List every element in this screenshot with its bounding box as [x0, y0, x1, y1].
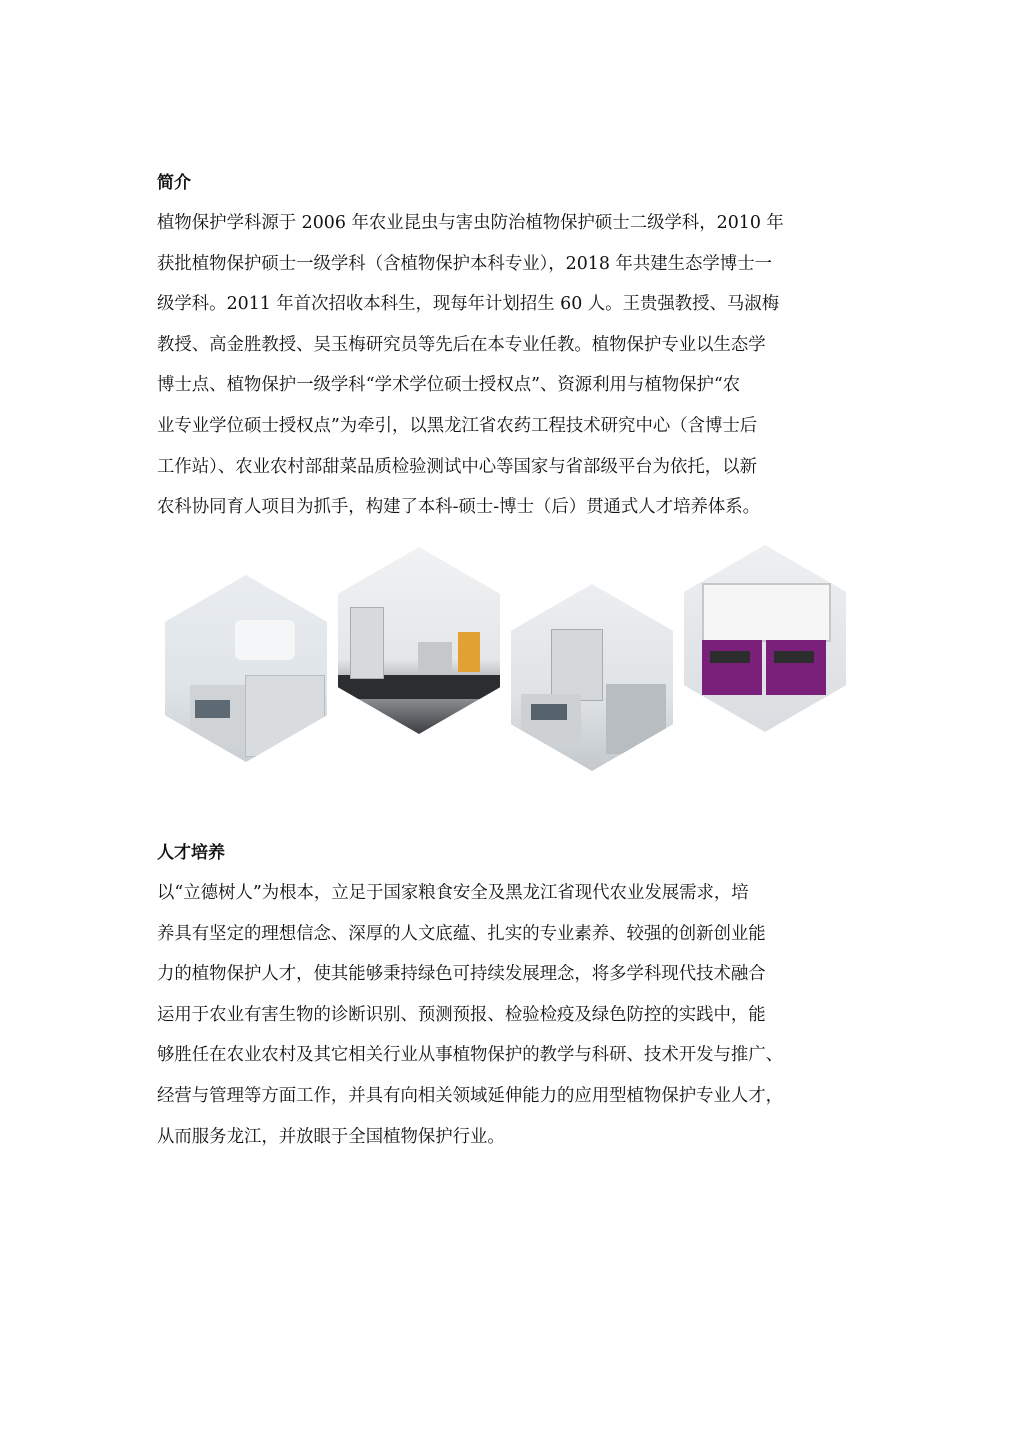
- training-line: 养具有坚定的理想信念、深厚的人文底蕴、扎实的专业素养、较强的创新创业能: [157, 923, 766, 944]
- intro-line: 农科协同育人项目为抓手，构建了本科-硕士-博士（后）贯通式人才培养体系。: [157, 497, 761, 518]
- training-line: 运用于农业有害生物的诊断识别、预测预报、检验检疫及绿色防控的实践中，能: [157, 1004, 766, 1025]
- intro-line: 教授、高金胜教授、吴玉梅研究员等先后在本专业任教。植物保护专业以生态学: [157, 334, 766, 355]
- training-line: 够胜任在农业农村及其它相关行业从事植物保护的教学与科研、技术开发与推广、: [157, 1045, 784, 1066]
- training-line: 力的植物保护人才，使其能够秉持绿色可持续发展理念，将多学科现代技术融合: [157, 964, 766, 985]
- intro-line: 工作站）、农业农村部甜菜品质检验测试中心等国家与省部级平台为依托，以新: [157, 456, 757, 477]
- intro-line: 级学科。2011 年首次招收本科生，现每年计划招生 60 人。王贵强教授、马淑梅: [157, 294, 780, 315]
- intro-line: 博士点、植物保护一级学科“学术学位硕士授权点”、资源利用与植物保护“农: [157, 375, 741, 396]
- analyzer-cabinet-photo: [684, 545, 846, 732]
- training-line: 从而服务龙江，并放眼于全国植物保护行业。: [157, 1126, 505, 1147]
- intro-line: 业专业学位硕士授权点”为牵引，以黑龙江省农药工程技术研究中心（含博士后: [157, 415, 758, 436]
- lab-bench-photo: [338, 547, 500, 734]
- intro-line: 植物保护学科源于 2006 年农业昆虫与害虫防治植物保护硕士二级学科，2010 年: [157, 213, 784, 233]
- lab-instrument-photo: [165, 575, 327, 762]
- intro-heading: 简介: [157, 173, 191, 193]
- training-line: 经营与管理等方面工作，并具有向相关领域延伸能力的应用型植物保护专业人才，: [157, 1085, 784, 1106]
- intro-section: [157, 171, 877, 528]
- chromatography-photo: [511, 584, 673, 771]
- intro-line: 获批植物保护硕士一级学科（含植物保护本科专业），2018 年共建生态学博士一: [157, 253, 772, 274]
- training-line: 以“立德树人”为根本，立足于国家粮食安全及黑龙江省现代农业发展需求，培: [157, 883, 749, 903]
- training-section: [157, 841, 877, 1157]
- training-heading: 人才培养: [157, 843, 225, 863]
